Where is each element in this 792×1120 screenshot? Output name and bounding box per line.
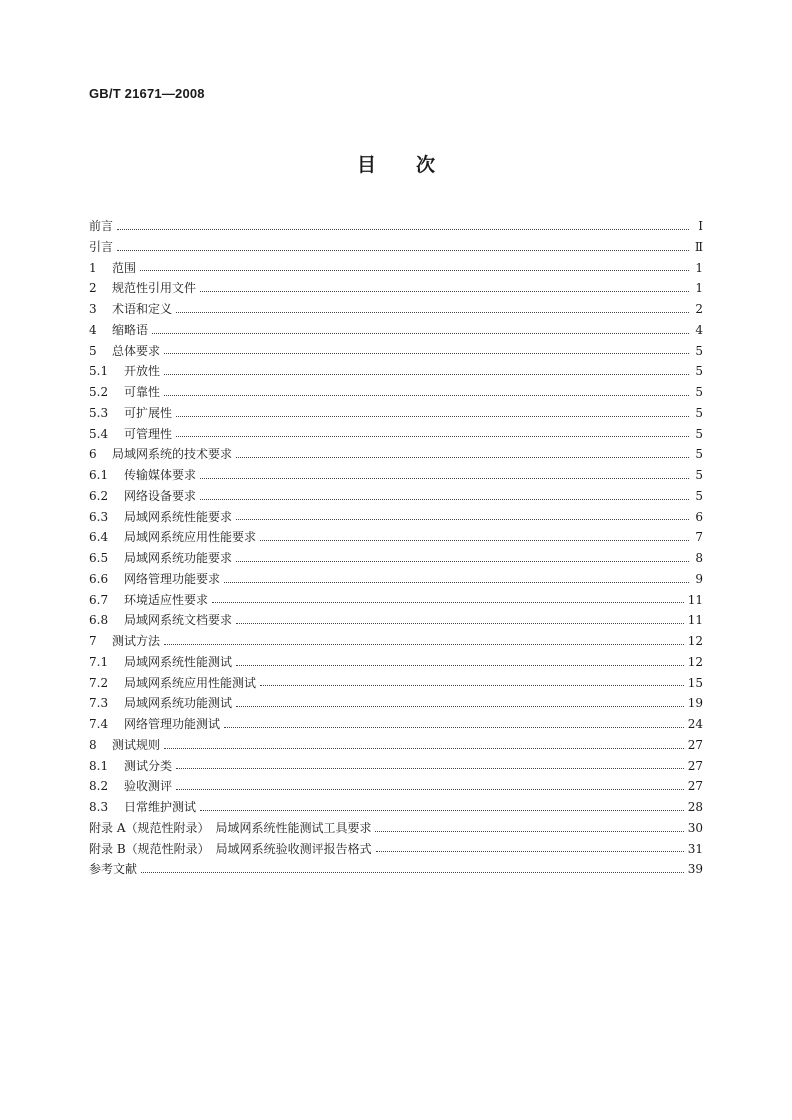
toc-entry-title: 测试方法: [112, 634, 161, 648]
toc-dot-leader: [224, 582, 689, 583]
toc-entry-page: 27: [687, 758, 703, 773]
toc-entry-title: 可扩展性: [124, 405, 173, 420]
toc-entry[interactable]: [89, 425, 703, 446]
table-of-contents: [89, 217, 703, 881]
toc-entry[interactable]: [89, 300, 703, 321]
toc-dot-leader: [176, 789, 684, 790]
toc-dot-leader: [164, 374, 689, 375]
toc-entry-page: 28: [687, 800, 703, 814]
toc-entry-title: 附录 B（规范性附录） 局域网系统验收测评报告格式: [89, 841, 372, 856]
toc-entry-title: 网络管理功能要求: [124, 571, 221, 586]
toc-entry-page: 31: [687, 841, 703, 856]
toc-entry-number: 8: [89, 737, 97, 752]
toc-entry-page: 11: [687, 592, 703, 607]
toc-entry-title: 引言: [89, 239, 114, 254]
toc-entry-title: 局域网系统应用性能要求: [124, 530, 257, 545]
toc-entry-label: [89, 549, 232, 566]
toc-entry-title: 前言: [89, 219, 114, 233]
toc-entry-page: 5: [695, 364, 703, 379]
toc-entry[interactable]: [89, 777, 703, 798]
toc-entry-title: 测试分类: [124, 758, 173, 773]
toc-dot-leader: [176, 768, 684, 769]
toc-entry-page: 7: [695, 530, 703, 545]
toc-entry[interactable]: [89, 445, 703, 466]
toc-entry-number: 7: [89, 634, 97, 648]
toc-entry-number: 6.1: [89, 468, 109, 482]
toc-dot-leader: [376, 851, 684, 852]
toc-entry-page: 5: [695, 488, 703, 503]
toc-entry-label: [89, 570, 220, 587]
toc-entry-title: 环境适应性要求: [124, 592, 209, 607]
toc-dot-leader: [236, 519, 689, 520]
toc-entry[interactable]: [89, 694, 703, 715]
toc-entry-page: 12: [687, 634, 703, 648]
toc-entry-title: 附录 A（规范性附录） 局域网系统性能测试工具要求: [89, 820, 372, 835]
toc-entry-title: 缩略语: [112, 322, 149, 337]
toc-entry[interactable]: [89, 860, 703, 881]
toc-dot-leader: [164, 395, 689, 396]
toc-entry-label: [89, 238, 113, 255]
toc-dot-leader: [212, 602, 684, 603]
toc-entry-number: 7.3: [89, 696, 109, 711]
toc-entry-page: 9: [695, 571, 703, 586]
standard-code: GB/T 21671—2008: [89, 86, 205, 101]
toc-entry-label: [89, 487, 196, 504]
toc-entry-title: 日常维护测试: [124, 800, 197, 814]
toc-dot-leader: [176, 436, 689, 437]
toc-entry-label: [89, 757, 172, 774]
toc-entry-number: 6: [89, 447, 97, 462]
toc-dot-leader: [260, 540, 689, 541]
toc-entry-label: [89, 279, 196, 296]
toc-entry-label: [89, 217, 113, 234]
toc-dot-leader: [236, 457, 689, 458]
toc-entry-label: [89, 342, 160, 359]
toc-entry-page: 15: [687, 675, 703, 690]
toc-dot-leader: [176, 312, 689, 313]
toc-dot-leader: [164, 644, 684, 645]
toc-entry-label: [89, 383, 160, 400]
toc-dot-leader: [141, 872, 684, 873]
toc-entry-label: [89, 404, 172, 421]
toc-entry-number: 6.3: [89, 509, 109, 524]
toc-dot-leader: [117, 250, 689, 251]
toc-entry-number: 5.1: [89, 364, 109, 379]
toc-dot-leader: [164, 748, 684, 749]
toc-entry-page: 30: [687, 820, 703, 835]
toc-entry-page: 5: [695, 447, 703, 462]
toc-dot-leader: [117, 229, 689, 230]
toc-entry-label: [89, 591, 208, 608]
toc-dot-leader: [260, 685, 684, 686]
toc-entry-title: 局域网系统功能测试: [124, 696, 233, 711]
toc-entry[interactable]: [89, 238, 703, 259]
toc-entry-number: 8.3: [89, 800, 109, 814]
toc-dot-leader: [140, 270, 689, 271]
toc-entry-page: 19: [687, 696, 703, 711]
toc-entry-page: 4: [695, 322, 703, 337]
toc-entry-number: 6.7: [89, 592, 109, 607]
toc-entry-label: [89, 798, 196, 815]
toc-entry-title: 规范性引用文件: [112, 281, 197, 296]
toc-entry[interactable]: [89, 653, 703, 674]
toc-entry[interactable]: [89, 611, 703, 632]
toc-entry-number: 3: [89, 302, 97, 316]
toc-dot-leader: [236, 706, 684, 707]
toc-entry-label: [89, 508, 232, 525]
toc-entry-label: [89, 674, 256, 691]
toc-entry-title: 范围: [112, 260, 137, 275]
toc-entry-page: 6: [695, 509, 703, 524]
toc-entry-page: 1: [695, 281, 703, 296]
toc-entry-title: 局域网系统应用性能测试: [124, 675, 257, 690]
toc-entry-title: 可管理性: [124, 426, 173, 441]
toc-entry-number: 5.3: [89, 405, 109, 420]
toc-entry-title: 可靠性: [124, 385, 161, 399]
toc-entry-number: 4: [89, 322, 97, 337]
toc-entry-title: 测试规则: [112, 737, 161, 752]
toc-entry-number: 8.1: [89, 758, 109, 773]
toc-entry-page: 5: [695, 385, 703, 399]
toc-dot-leader: [200, 478, 689, 479]
toc-entry[interactable]: [89, 383, 703, 404]
toc-entry-number: 1: [89, 260, 97, 275]
toc-entry-title: 参考文献: [89, 862, 138, 877]
toc-entry[interactable]: [89, 508, 703, 529]
toc-entry-label: [89, 362, 160, 379]
toc-entry-label: [89, 840, 372, 857]
toc-entry-title: 开放性: [124, 364, 161, 379]
toc-entry[interactable]: [89, 632, 703, 653]
toc-entry-page: 5: [695, 426, 703, 441]
toc-entry[interactable]: [89, 757, 703, 778]
toc-entry-page: 8: [695, 551, 703, 565]
toc-entry-page: 5: [695, 343, 703, 358]
toc-entry-title: 网络管理功能测试: [124, 717, 221, 731]
toc-entry-number: 6.8: [89, 613, 109, 628]
toc-entry-label: [89, 694, 232, 711]
toc-entry[interactable]: [89, 591, 703, 612]
toc-entry-page: 24: [687, 717, 703, 731]
page-title: 目次: [356, 154, 475, 176]
toc-entry-title: 局域网系统功能要求: [124, 551, 233, 565]
toc-entry-page: 27: [687, 737, 703, 752]
toc-dot-leader: [375, 831, 683, 832]
toc-entry-page: 11: [687, 613, 703, 628]
toc-entry-page: 2: [695, 302, 703, 316]
toc-entry-label: [89, 445, 232, 462]
toc-entry-page: 1: [695, 260, 703, 275]
toc-entry-label: [89, 466, 196, 483]
toc-entry-label: [89, 321, 148, 338]
toc-entry[interactable]: [89, 736, 703, 757]
toc-entry-page: 5: [695, 405, 703, 420]
toc-dot-leader: [164, 353, 689, 354]
toc-entry-number: 6.6: [89, 571, 109, 586]
toc-entry-title: 局域网系统的技术要求: [112, 447, 233, 462]
toc-dot-leader: [236, 561, 689, 562]
toc-entry-number: 2: [89, 281, 97, 296]
toc-entry[interactable]: [89, 259, 703, 280]
toc-entry-page: 27: [687, 779, 703, 794]
toc-entry-title: 术语和定义: [112, 302, 173, 316]
toc-entry-label: [89, 632, 160, 649]
toc-dot-leader: [152, 333, 689, 334]
toc-entry-number: 8.2: [89, 779, 109, 794]
toc-entry-label: [89, 777, 172, 794]
toc-entry-page: Ⅱ: [694, 239, 703, 254]
toc-entry[interactable]: [89, 342, 703, 363]
toc-entry-title: 传输媒体要求: [124, 468, 197, 482]
toc-entry[interactable]: [89, 674, 703, 695]
toc-dot-leader: [236, 623, 684, 624]
toc-entry-number: 5.2: [89, 385, 109, 399]
toc-dot-leader: [224, 727, 684, 728]
toc-dot-leader: [176, 416, 689, 417]
toc-entry-number: 6.2: [89, 488, 109, 503]
toc-entry[interactable]: [89, 549, 703, 570]
toc-entry[interactable]: [89, 362, 703, 383]
toc-entry-title: 局域网系统性能要求: [124, 509, 233, 524]
toc-entry[interactable]: [89, 321, 703, 342]
toc-entry-page: Ⅰ: [698, 219, 703, 233]
toc-entry-number: 7.1: [89, 654, 109, 669]
toc-entry-page: 12: [687, 654, 703, 669]
toc-entry[interactable]: [89, 487, 703, 508]
toc-entry[interactable]: [89, 528, 703, 549]
toc-dot-leader: [200, 291, 689, 292]
toc-entry[interactable]: [89, 279, 703, 300]
toc-entry[interactable]: [89, 570, 703, 591]
toc-entry-label: [89, 300, 172, 317]
toc-entry-label: [89, 611, 232, 628]
toc-entry[interactable]: [89, 819, 703, 840]
toc-entry-number: 7.2: [89, 675, 109, 690]
toc-entry-label: [89, 860, 137, 877]
toc-entry-number: 7.4: [89, 717, 109, 731]
toc-entry-title: 网络设备要求: [124, 488, 197, 503]
toc-dot-leader: [236, 665, 684, 666]
toc-entry-label: [89, 736, 160, 753]
toc-entry-label: [89, 653, 232, 670]
toc-entry[interactable]: [89, 715, 703, 736]
toc-entry-label: [89, 819, 371, 836]
toc-entry-page: 39: [687, 862, 703, 877]
toc-entry-label: [89, 528, 256, 545]
toc-entry-number: 6.5: [89, 551, 109, 565]
toc-entry-title: 局域网系统文档要求: [124, 613, 233, 628]
toc-entry-title: 局域网系统性能测试: [124, 654, 233, 669]
toc-entry-number: 5: [89, 343, 97, 358]
toc-entry-label: [89, 259, 136, 276]
toc-entry[interactable]: [89, 404, 703, 425]
toc-entry[interactable]: [89, 217, 703, 238]
toc-entry-title: 验收测评: [124, 779, 173, 794]
toc-entry-label: [89, 715, 220, 732]
toc-entry[interactable]: [89, 466, 703, 487]
toc-entry[interactable]: [89, 840, 703, 861]
toc-entry-number: 5.4: [89, 426, 109, 441]
toc-dot-leader: [200, 810, 684, 811]
toc-entry-label: [89, 425, 172, 442]
toc-entry-title: 总体要求: [112, 343, 161, 358]
toc-dot-leader: [200, 499, 689, 500]
toc-entry[interactable]: [89, 798, 703, 819]
toc-entry-number: 6.4: [89, 530, 109, 545]
toc-entry-page: 5: [695, 468, 703, 482]
